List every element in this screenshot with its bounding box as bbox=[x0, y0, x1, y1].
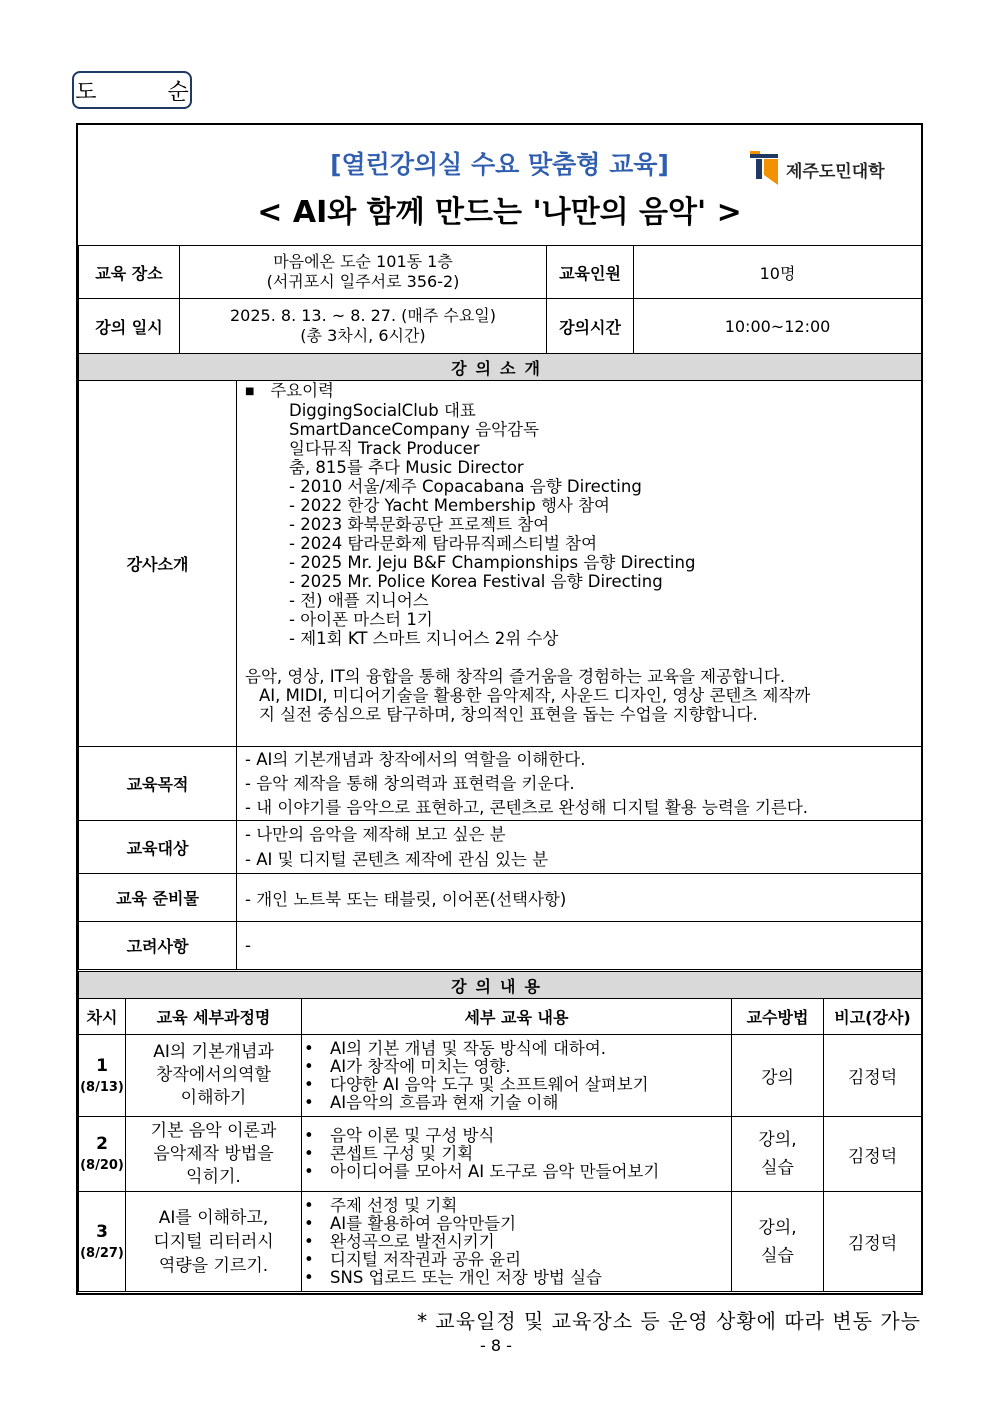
detail-item: • AI를 활용하여 음악만들기 bbox=[302, 1215, 731, 1233]
goal-label: 교육목적 bbox=[79, 747, 237, 821]
place-label: 교육 장소 bbox=[79, 246, 180, 299]
date-line: (총 3차시, 6시간) bbox=[300, 326, 426, 345]
date-row bbox=[79, 299, 922, 354]
time-label: 강의시간 bbox=[547, 299, 634, 354]
instructor-cell: 김정덕 bbox=[824, 1035, 922, 1117]
details-cell bbox=[302, 1117, 732, 1192]
detail-item: • 음악 이론 및 구성 방식 bbox=[302, 1127, 731, 1145]
place-line: (서귀포시 일주서로 356-2) bbox=[266, 272, 460, 291]
date-label: 강의 일시 bbox=[79, 299, 180, 354]
career-item: - 아이폰 마스터 1기 bbox=[289, 610, 433, 629]
career-item: - 2024 탐라문화제 탐라뮤직페스티벌 참여 bbox=[289, 534, 598, 553]
method-line: 강의, bbox=[758, 1130, 797, 1150]
career-item: - 2025 Mr. Police Korea Festival 음향 Directing bbox=[289, 572, 663, 591]
capacity-label: 교육인원 bbox=[547, 246, 634, 299]
schedule-row bbox=[79, 1117, 922, 1192]
career-item: SmartDanceCompany 음악감독 bbox=[289, 420, 539, 439]
session-number: 2 bbox=[96, 1134, 108, 1154]
career-item: - 2023 화북문화공단 프로젝트 참여 bbox=[289, 515, 550, 534]
method-line: 강의 bbox=[761, 1068, 794, 1088]
instructor-cell: 김정덕 bbox=[824, 1192, 922, 1292]
career-item: - 전) 애플 지니어스 bbox=[289, 591, 429, 610]
method-line: 실습 bbox=[761, 1158, 794, 1178]
place-row bbox=[79, 246, 922, 299]
intro-table bbox=[78, 353, 922, 970]
method-line: 실습 bbox=[761, 1245, 794, 1266]
session-number: 1 bbox=[96, 1055, 108, 1076]
target-item: - 나만의 음악을 제작해 보고 싶은 분 bbox=[245, 825, 506, 844]
header-session: 차시 bbox=[79, 999, 126, 1035]
details-list bbox=[302, 1127, 731, 1181]
career-item: 일다뮤직 Track Producer bbox=[289, 439, 480, 458]
supplies-row bbox=[79, 874, 922, 922]
notes-value: - bbox=[237, 922, 922, 970]
goal-list bbox=[237, 747, 922, 821]
logo-text: 제주도민대학 bbox=[786, 161, 885, 182]
detail-item: • AI의 기본 개념 및 작동 방식에 대하여. bbox=[302, 1040, 731, 1058]
schedule-footnote: * 교육일정 및 교육장소 등 운영 상황에 따라 변동 가능 bbox=[417, 1309, 921, 1333]
course-line: AI의 기본개념과 bbox=[153, 1042, 274, 1062]
course-info-table bbox=[78, 245, 922, 354]
goal-row bbox=[79, 747, 922, 821]
instructor-label: 강사소개 bbox=[79, 381, 237, 747]
schedule-header-row bbox=[79, 999, 922, 1035]
header-details: 세부 교육 내용 bbox=[302, 999, 732, 1035]
time-value: 10:00~12:00 bbox=[634, 299, 922, 354]
details-cell bbox=[302, 1035, 732, 1117]
schedule-table bbox=[78, 971, 922, 1292]
intro-section-row bbox=[79, 354, 922, 381]
method-line: 강의, bbox=[758, 1217, 797, 1238]
notes-row bbox=[79, 922, 922, 970]
session-cell bbox=[79, 1035, 126, 1117]
target-list bbox=[237, 821, 922, 874]
career-title-line bbox=[245, 381, 919, 401]
course-name bbox=[126, 1035, 302, 1117]
target-item: - AI 및 디지털 콘텐츠 제작에 관심 있는 분 bbox=[245, 850, 549, 869]
header-course: 교육 세부과정명 bbox=[126, 999, 302, 1035]
schedule-row bbox=[79, 1035, 922, 1117]
detail-item: • 콘셉트 구성 및 기획 bbox=[302, 1145, 731, 1163]
goal-item: - AI의 기본개념과 창작에서의 역할을 이해한다. bbox=[245, 749, 586, 769]
program-subtitle: [열린강의실 수요 맞춤형 교육] bbox=[330, 150, 669, 179]
details-list bbox=[302, 1040, 731, 1112]
detail-item: • 아이디어를 모아서 AI 도구로 음악 만들어보기 bbox=[302, 1163, 731, 1181]
career-list bbox=[245, 381, 919, 724]
career-item: 춤, 815를 추다 Music Director bbox=[289, 458, 524, 477]
place-value bbox=[180, 246, 547, 299]
method-cell bbox=[732, 1035, 824, 1117]
session-date: (8/13) bbox=[80, 1079, 124, 1095]
schedule-row bbox=[79, 1192, 922, 1292]
course-line: 창작에서의역할 bbox=[156, 1065, 271, 1085]
career-item: - 2010 서울/제주 Copacabana 음향 Directing bbox=[289, 477, 642, 496]
square-bullet-icon: ■ bbox=[245, 386, 255, 397]
course-line: 기본 음악 이론과 bbox=[150, 1120, 277, 1141]
schedule-section-title: 강의내용 bbox=[79, 972, 922, 999]
career-item: DiggingSocialClub 대표 bbox=[289, 401, 476, 420]
institution-logo bbox=[750, 149, 885, 189]
header-method: 교수방법 bbox=[732, 999, 824, 1035]
career-title: 주요이력 bbox=[270, 381, 334, 400]
detail-item: • 완성곡으로 발전시키기 bbox=[302, 1233, 731, 1251]
logo-mark-icon bbox=[750, 151, 782, 187]
instructor-row bbox=[79, 381, 922, 747]
detail-item: • 주제 선정 및 기획 bbox=[302, 1197, 731, 1215]
course-line: 이해하기 bbox=[180, 1088, 247, 1108]
page-number: - 8 - bbox=[480, 1336, 512, 1355]
description-line: AI, MIDI, 미디어기술을 활용한 음악제작, 사운드 디자인, 영상 콘텐츠 제작까 bbox=[259, 686, 811, 705]
method-cell bbox=[732, 1192, 824, 1292]
detail-item: • AI음악의 흐름과 현재 기술 이해 bbox=[302, 1094, 731, 1112]
target-row bbox=[79, 821, 922, 874]
career-item: - 2025 Mr. Jeju B&F Championships 음향 Directing bbox=[289, 553, 696, 572]
detail-item: • AI가 창작에 미치는 영향. bbox=[302, 1058, 731, 1076]
description-line: 지 실전 중심으로 탐구하며, 창의적인 표현을 돕는 수업을 지향합니다. bbox=[259, 705, 758, 724]
date-value bbox=[180, 299, 547, 354]
session-date: (8/27) bbox=[80, 1245, 124, 1261]
details-list bbox=[302, 1197, 731, 1287]
course-line: 익히기. bbox=[186, 1166, 241, 1187]
session-number: 3 bbox=[96, 1221, 108, 1242]
intro-section-title: 강의소개 bbox=[79, 354, 922, 381]
details-cell bbox=[302, 1192, 732, 1292]
supplies-label: 교육 준비물 bbox=[79, 874, 237, 922]
detail-item: • 다양한 AI 음악 도구 및 소프트웨어 살펴보기 bbox=[302, 1076, 731, 1094]
goal-item: - 내 이야기를 음악으로 표현하고, 콘텐츠로 완성해 디지털 활용 능력을 기른다. bbox=[245, 797, 809, 817]
notes-label: 고려사항 bbox=[79, 922, 237, 970]
course-line: AI를 이해하고, bbox=[158, 1207, 269, 1228]
goal-item: - 음악 제작을 통해 창의력과 표현력을 키운다. bbox=[245, 773, 575, 793]
instructor-details bbox=[237, 381, 922, 747]
method-cell bbox=[732, 1117, 824, 1192]
detail-item: • SNS 업로드 또는 개인 저장 방법 실습 bbox=[302, 1269, 731, 1287]
header-instructor: 비고(강사) bbox=[824, 999, 922, 1035]
course-name bbox=[126, 1117, 302, 1192]
course-sheet bbox=[76, 123, 923, 1295]
session-cell bbox=[79, 1117, 126, 1192]
place-line: 마음에온 도순 101동 1층 bbox=[273, 252, 453, 271]
career-item: - 제1회 KT 스마트 지니어스 2위 수상 bbox=[289, 629, 559, 648]
detail-item: • 디지털 저작권과 공유 윤리 bbox=[302, 1251, 731, 1269]
target-label: 교육대상 bbox=[79, 821, 237, 874]
section-tag: 도 순 bbox=[72, 71, 192, 109]
course-name bbox=[126, 1192, 302, 1292]
course-line: 디지털 리터러시 bbox=[153, 1231, 274, 1252]
capacity-value: 10명 bbox=[634, 246, 922, 299]
course-line: 역량을 기르기. bbox=[158, 1255, 269, 1276]
session-cell bbox=[79, 1192, 126, 1292]
career-item: - 2022 한강 Yacht Membership 행사 참여 bbox=[289, 496, 610, 515]
description-line: 음악, 영상, IT의 융합을 통해 창작의 즐거움을 경험하는 교육을 제공합니다. bbox=[245, 667, 786, 686]
session-date: (8/20) bbox=[80, 1158, 124, 1173]
supplies-value: - 개인 노트북 또는 태블릿, 이어폰(선택사항) bbox=[237, 874, 922, 922]
course-line: 음악제작 방법을 bbox=[153, 1143, 274, 1164]
sheet-header bbox=[78, 125, 921, 245]
schedule-section-row bbox=[79, 972, 922, 999]
course-title: < AI와 함께 만드는 '나만의 음악' > bbox=[257, 195, 742, 230]
instructor-cell: 김정덕 bbox=[824, 1117, 922, 1192]
date-line: 2025. 8. 13. ~ 8. 27. (매주 수요일) bbox=[230, 306, 496, 325]
